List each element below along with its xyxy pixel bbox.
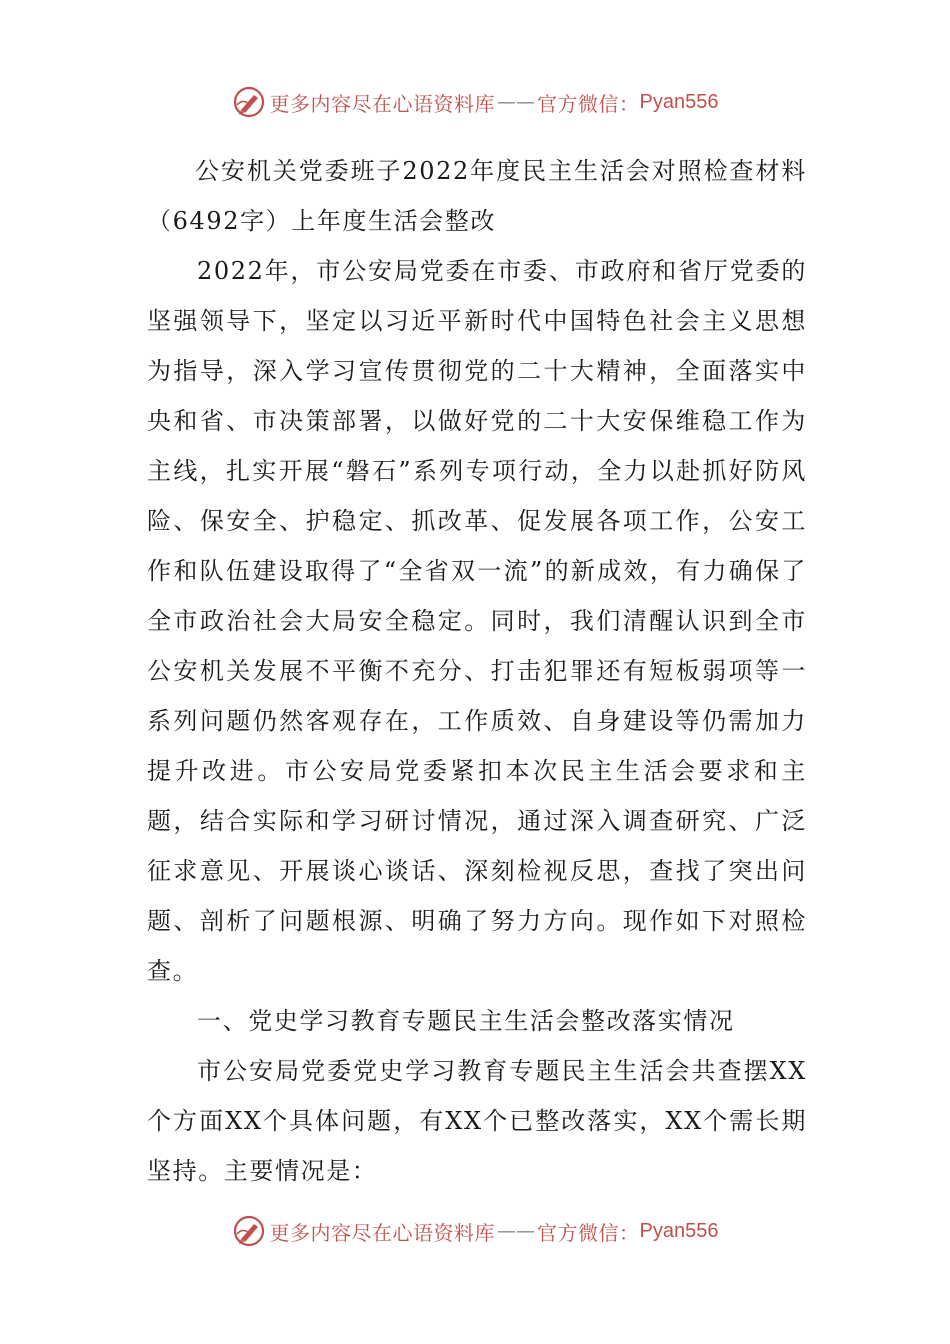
watermark-header xyxy=(0,82,950,122)
pen-logo-icon xyxy=(232,1214,266,1248)
paragraph-intro: 2022年，市公安局党委在市委、市政府和省厅党委的坚强领导下，坚定以习近平新时代中国特色社会主义思想为指导，深入学习宣传贯彻党的二十大精神，全面落实中央和省、市决策部署，以做好党的二十大安保维稳工作为主线，扎实开展“磐石”系列专项行动，全力以赴抓好防风险、保安全、护稳定、抓改革、促发展各项工作，公安工作和队伍建设取得了“全省双一流”的新成效，有力确保了全市政治社会大局安全稳定。同时，我们清醒认识到全市公安机关发展不平衡不充分、打击犯罪还有短板弱项等一系列问题仍然客观存在，工作质效、自身建设等仍需加力提升改进。市公安局党委紧扣本次民主生活会要求和主题，结合实际和学习研讨情况，通过深入调查研究、广泛征求意见、开展谈心谈话、深刻检视反思，查找了突出问题、剖析了问题根源、明确了努力方向。现作如下对照检查。 xyxy=(147,257,807,985)
watermark-separator: —— xyxy=(497,1220,536,1242)
watermark-account: Pyan556 xyxy=(639,90,719,113)
watermark-separator: —— xyxy=(497,91,536,113)
watermark-account: Pyan556 xyxy=(639,1219,719,1242)
document-title: 公安机关党委班子2022年度民主生活会对照检查材料（6492字）上年度生活会整改 xyxy=(147,157,807,235)
watermark-label: 官方微信： xyxy=(537,91,640,116)
watermark-text: 更多内容尽在心语资料库 xyxy=(269,91,496,116)
watermark-footer xyxy=(0,1211,950,1251)
pen-logo-icon xyxy=(232,85,266,119)
watermark-label: 官方微信： xyxy=(537,1220,640,1245)
document-body xyxy=(147,146,807,1196)
watermark-text: 更多内容尽在心语资料库 xyxy=(269,1220,496,1245)
section-heading-1: 一、党史学习教育专题民主生活会整改落实情况 xyxy=(197,1007,735,1035)
paragraph-section-1: 市公安局党委党史学习教育专题民主生活会共查摆XX个方面XX个具体问题，有XX个已整改落实，XX个需长期坚持。主要情况是： xyxy=(147,1057,807,1185)
